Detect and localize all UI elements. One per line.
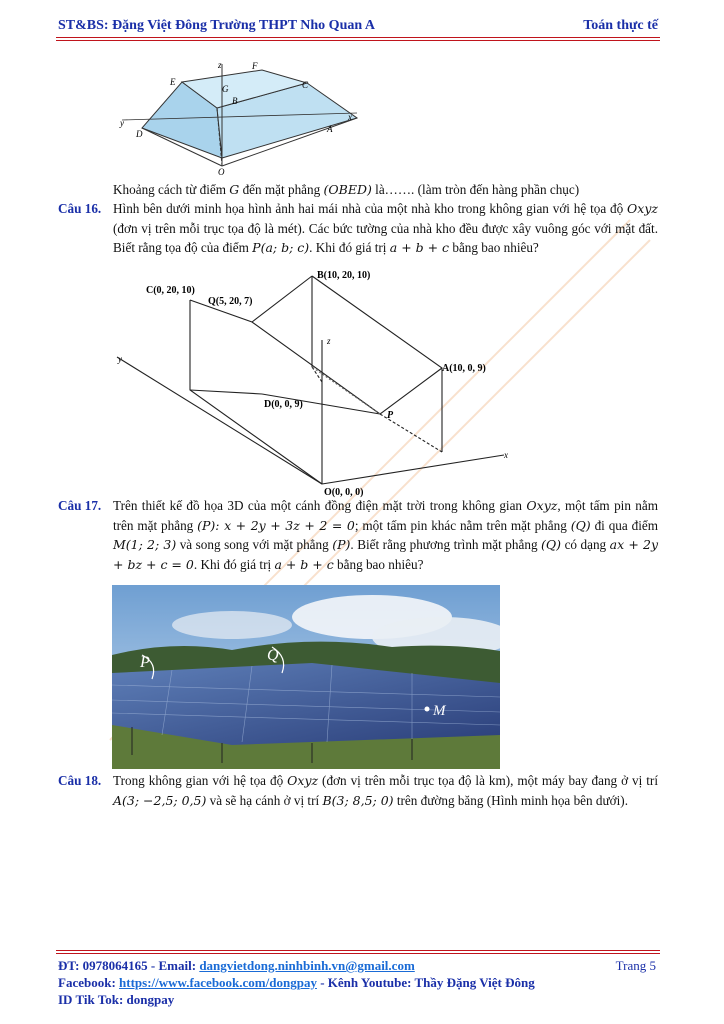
fig1-f: F — [252, 61, 258, 71]
footer-tiktok: ID Tik Tok: dongpay — [58, 992, 175, 1007]
photo-q: Q — [267, 647, 279, 664]
fig1-c: C — [302, 80, 309, 90]
footer-rule-thin — [56, 950, 660, 951]
fig1-g: G — [222, 84, 229, 94]
fig1-a: A — [327, 124, 333, 134]
photo-m: M — [433, 703, 446, 719]
point-m — [425, 707, 430, 712]
fig2-x: x — [504, 450, 508, 460]
header-title: ST&BS: Đặng Việt Đông Trường THPT Nho Quan A — [58, 18, 375, 33]
header-subject: Toán thực tế — [583, 18, 658, 33]
fig2-z: z — [327, 336, 331, 346]
q18-text: Trong không gian với hệ tọa độ Oxyz (đơn vị trên mỗi trục tọa độ là km), một máy bay đang ở vị trí A(3; −2,5; 0,5) và sẽ hạ cánh ở vị trí B(3; 8,5; 0) trên đường băng (Hình minh họa bên dưới). — [113, 773, 658, 808]
header-rule — [56, 37, 660, 38]
fig1-y: y — [120, 118, 124, 128]
fig2-o: O(0, 0, 0) — [324, 487, 364, 498]
fig1-o: O — [218, 167, 225, 176]
q18-label: Câu 18. — [58, 773, 102, 788]
page-header — [58, 18, 658, 36]
fig1-z: z — [218, 60, 222, 70]
footer-social: Facebook: https://www.facebook.com/dongpay - Kênh Youtube: Thầy Đặng Việt Đông — [58, 975, 535, 990]
fig2-q: Q(5, 20, 7) — [208, 296, 253, 307]
q15-tail: Khoảng cách từ điểm G đến mặt phẳng (OBED) là……. (làm tròn đến hàng phần chục) — [113, 182, 580, 197]
fig2-c: C(0, 20, 10) — [146, 285, 195, 296]
fig2-a: A(10, 0, 9) — [442, 363, 486, 374]
fig2-d: D(0, 0, 9) — [264, 399, 303, 410]
fig2-b: B(10, 20, 10) — [317, 270, 371, 281]
page-number: Trang 5 — [615, 958, 656, 973]
roof-figure — [112, 58, 372, 176]
fig2-p: P — [387, 410, 394, 421]
q16-text: Hình bên dưới minh họa hình ảnh hai mái nhà của một nhà kho trong không gian với hệ tọa độ Oxyz (đơn vị trên mỗi trục tọa độ là mét). Các bức tường của nhà kho đều được xây vuông góc với mặt đất. Biết rằng tọa độ của điểm P(a; b; c). Khi đó giá trị a + b + c bằng bao nhiêu? — [113, 201, 658, 255]
fig1-d: D — [136, 129, 143, 139]
facebook-link[interactable]: https://www.facebook.com/dongpay — [119, 975, 317, 990]
solar-photo — [112, 585, 500, 769]
footer-contact: ĐT: 0978064165 - Email: dangvietdong.ninhbinh.vn@gmail.com — [58, 958, 415, 973]
header-rule-thin — [56, 40, 660, 41]
footer-rule — [56, 953, 660, 954]
fig2-y: y — [118, 354, 122, 364]
fig1-x: x — [348, 112, 352, 122]
q17-label: Câu 17. — [58, 498, 102, 513]
fig1-b: B — [232, 96, 238, 106]
fig1-e: E — [170, 77, 176, 87]
warehouse-figure — [112, 262, 522, 498]
q16-label: Câu 16. — [58, 201, 102, 216]
q17-text: Trên thiết kế đồ họa 3D của một cánh đồng điện mặt trời trong không gian Oxyz, một tấm pin nằm trên mặt phẳng (P): x + 2y + 3z + 2 = 0; một tấm pin khác nằm trên mặt phẳng (Q) đi qua điểm M(1; 2; 3) và song song với mặt phẳng (P). Biết rằng phương trình mặt phẳng (Q) có dạng ax + 2y + bz + c = 0. Khi đó giá trị a + b + c bằng bao nhiêu? — [113, 498, 659, 572]
photo-p: P — [140, 654, 150, 671]
email-link[interactable]: dangvietdong.ninhbinh.vn@gmail.com — [199, 958, 415, 973]
